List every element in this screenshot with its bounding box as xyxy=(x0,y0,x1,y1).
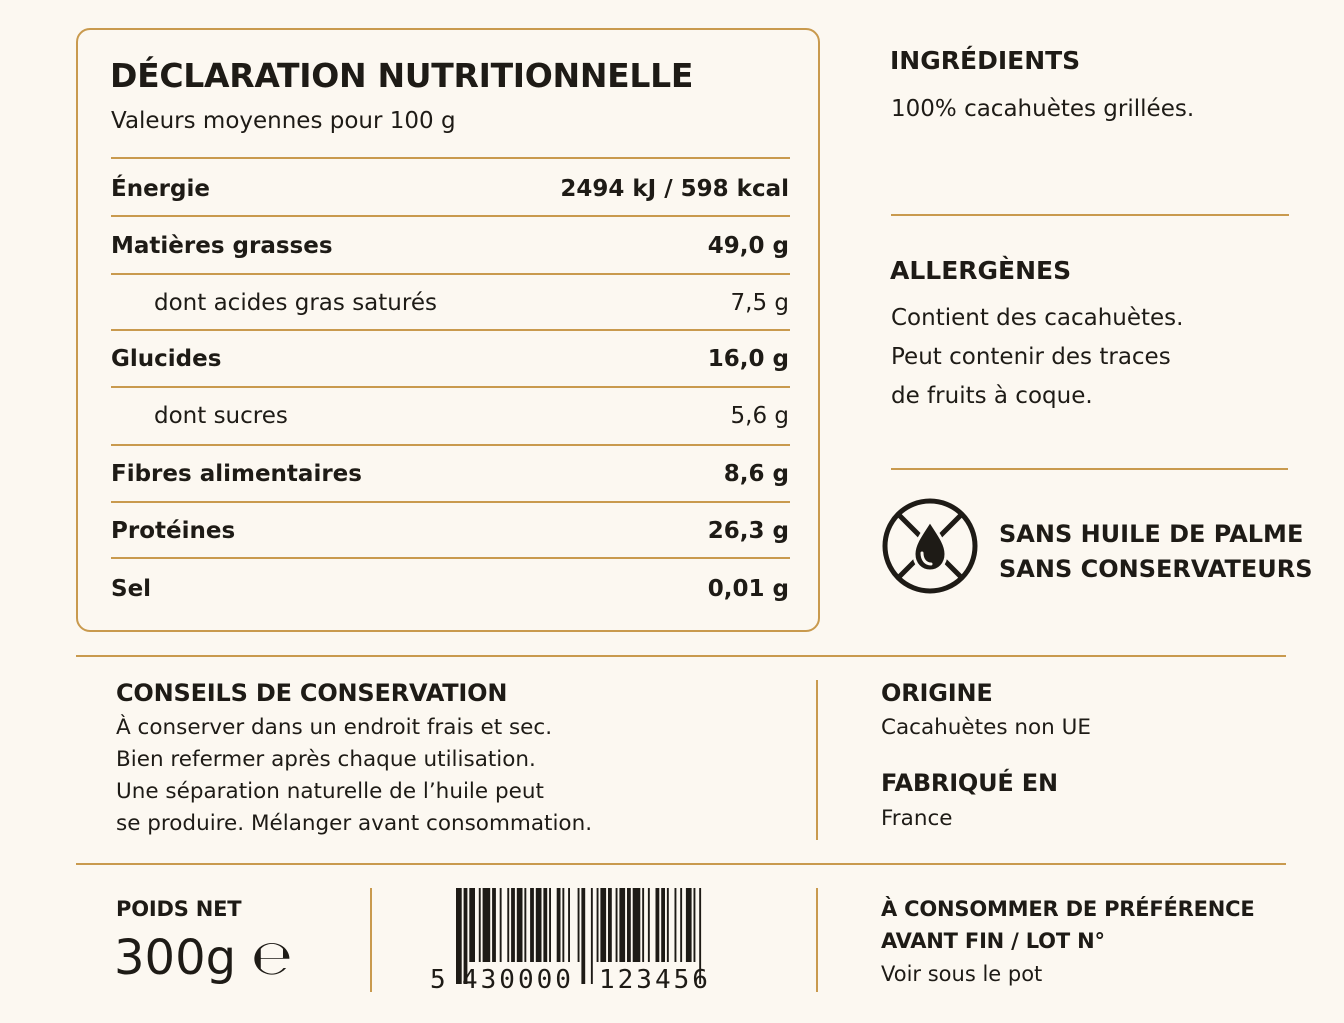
nutrition-row-fibre xyxy=(111,461,789,501)
barcode-bar xyxy=(616,888,618,962)
storage-title: CONSEILS DE CONSERVATION xyxy=(116,679,508,707)
nutrient-label: Glucides xyxy=(111,346,222,372)
storage-line: se produire. Mélanger avant consommation. xyxy=(116,811,593,836)
nutrient-label: Sel xyxy=(111,576,152,602)
barcode-bar xyxy=(694,888,696,962)
barcode-bar xyxy=(578,888,580,962)
barcode-bar xyxy=(524,888,526,962)
allergens-line: de fruits à coque. xyxy=(891,383,1093,409)
origin-text: Cacahuètes non UE xyxy=(881,715,1091,740)
net-weight-value xyxy=(114,930,292,986)
barcode-bar xyxy=(562,888,564,962)
barcode-digit-first: 5 xyxy=(430,965,446,995)
nutrition-row-saturated-fat xyxy=(111,290,789,330)
storage-line: Bien refermer après chaque utilisation. xyxy=(116,747,536,772)
row-divider xyxy=(111,273,790,275)
nutrient-label: Fibres alimentaires xyxy=(111,461,362,487)
nutrition-row-protein xyxy=(111,518,789,558)
nutrient-value: 5,6 g xyxy=(730,403,789,429)
best-before-title: À CONSOMMER DE PRÉFÉRENCE xyxy=(881,897,1255,921)
barcode-bar xyxy=(511,888,515,962)
nutrient-label: Matières grasses xyxy=(111,233,333,259)
barcode-bar xyxy=(500,888,502,962)
nutrient-value: 2494 kJ / 598 kcal xyxy=(560,176,789,202)
allergens-line: Contient des cacahuètes. xyxy=(891,305,1184,331)
barcode-bar xyxy=(686,888,692,962)
barcode-bar xyxy=(633,888,641,962)
barcode-bar xyxy=(661,888,665,962)
estimated-sign-icon: ℮ xyxy=(251,930,293,986)
vertical-divider xyxy=(370,888,372,992)
nutrient-value: 26,3 g xyxy=(707,518,789,544)
allergens-line: Peut contenir des traces xyxy=(891,344,1171,370)
barcode-bar xyxy=(597,888,599,962)
nutrition-title: DÉCLARATION NUTRITIONNELLE xyxy=(110,56,694,95)
barcode-bar xyxy=(507,888,509,962)
made-in-text: France xyxy=(881,806,953,831)
allergens-title: ALLERGÈNES xyxy=(890,256,1072,285)
allergens-divider xyxy=(891,468,1288,470)
barcode-bar xyxy=(581,888,585,984)
nutrient-label: Énergie xyxy=(111,176,210,202)
nutrition-row-fat xyxy=(111,233,789,273)
row-divider xyxy=(111,215,790,217)
nutrient-value: 49,0 g xyxy=(707,233,789,259)
nutrition-row-salt xyxy=(111,576,789,616)
nutrition-subtitle: Valeurs moyennes pour 100 g xyxy=(111,108,456,134)
nutrient-label: dont sucres xyxy=(154,403,288,429)
nutrition-row-carbs xyxy=(111,346,789,386)
barcode-bar xyxy=(568,888,570,962)
origin-title: ORIGINE xyxy=(881,679,993,707)
nutrient-label: Protéines xyxy=(111,518,236,544)
row-divider xyxy=(111,444,790,446)
storage-line: Une séparation naturelle de l’huile peut xyxy=(116,779,544,804)
barcode xyxy=(428,886,748,996)
nutrition-row-sugars xyxy=(111,403,789,443)
barcode-bar xyxy=(680,888,682,962)
row-divider xyxy=(111,329,790,331)
barcode-bar xyxy=(619,888,625,962)
barcode-bar xyxy=(557,888,561,962)
net-weight-title: POIDS NET xyxy=(116,897,242,921)
nutrient-value: 0,01 g xyxy=(707,576,789,602)
row-divider xyxy=(111,386,790,388)
barcode-digits-left: 430000 xyxy=(462,965,574,995)
barcode-bar xyxy=(667,888,669,962)
barcode-bar xyxy=(549,888,551,962)
barcode-bar xyxy=(479,888,481,962)
barcode-bar xyxy=(648,888,650,962)
barcode-bar xyxy=(456,888,462,984)
best-before-text: Voir sous le pot xyxy=(881,962,1043,986)
barcode-bar xyxy=(675,888,677,962)
barcode-bar xyxy=(492,888,496,962)
nutrient-value: 8,6 g xyxy=(723,461,789,487)
storage-line: À conserver dans un endroit frais et sec. xyxy=(116,715,553,740)
barcode-digits-right: 123456 xyxy=(599,965,711,995)
claim-no-preservatives: SANS CONSERVATEURS xyxy=(999,555,1313,583)
nutrition-divider xyxy=(111,157,790,159)
lot-number-title: AVANT FIN / LOT N° xyxy=(881,929,1105,953)
barcode-bar xyxy=(543,888,547,962)
barcode-bar xyxy=(608,888,612,962)
barcode-bar xyxy=(627,888,631,962)
ingredients-text: 100% cacahuètes grillées. xyxy=(891,96,1195,122)
vertical-divider xyxy=(816,680,818,840)
section-divider xyxy=(76,655,1286,657)
made-in-title: FABRIQUÉ EN xyxy=(881,769,1058,797)
barcode-bar xyxy=(483,888,491,962)
barcode-bar xyxy=(530,888,534,962)
nutrition-row-energy xyxy=(111,176,789,216)
barcode-bar xyxy=(536,888,542,962)
no-palm-oil-icon xyxy=(881,497,979,595)
claim-no-palm-oil: SANS HUILE DE PALME xyxy=(999,520,1304,548)
ingredients-divider xyxy=(891,214,1289,216)
row-divider xyxy=(111,501,790,503)
barcode-bar xyxy=(642,888,644,962)
nutrient-value: 7,5 g xyxy=(730,290,789,316)
barcode-bar xyxy=(656,888,660,962)
ingredients-title: INGRÉDIENTS xyxy=(890,46,1081,75)
vertical-divider xyxy=(816,888,818,992)
barcode-bar xyxy=(517,888,523,962)
weight-value: 300g xyxy=(114,930,237,986)
barcode-bar xyxy=(591,888,593,984)
barcode-bar xyxy=(600,888,606,962)
section-divider xyxy=(76,863,1286,865)
row-divider xyxy=(111,557,790,559)
nutrient-value: 16,0 g xyxy=(707,346,789,372)
barcode-bar xyxy=(469,888,475,962)
nutrient-label: dont acides gras saturés xyxy=(154,290,437,316)
